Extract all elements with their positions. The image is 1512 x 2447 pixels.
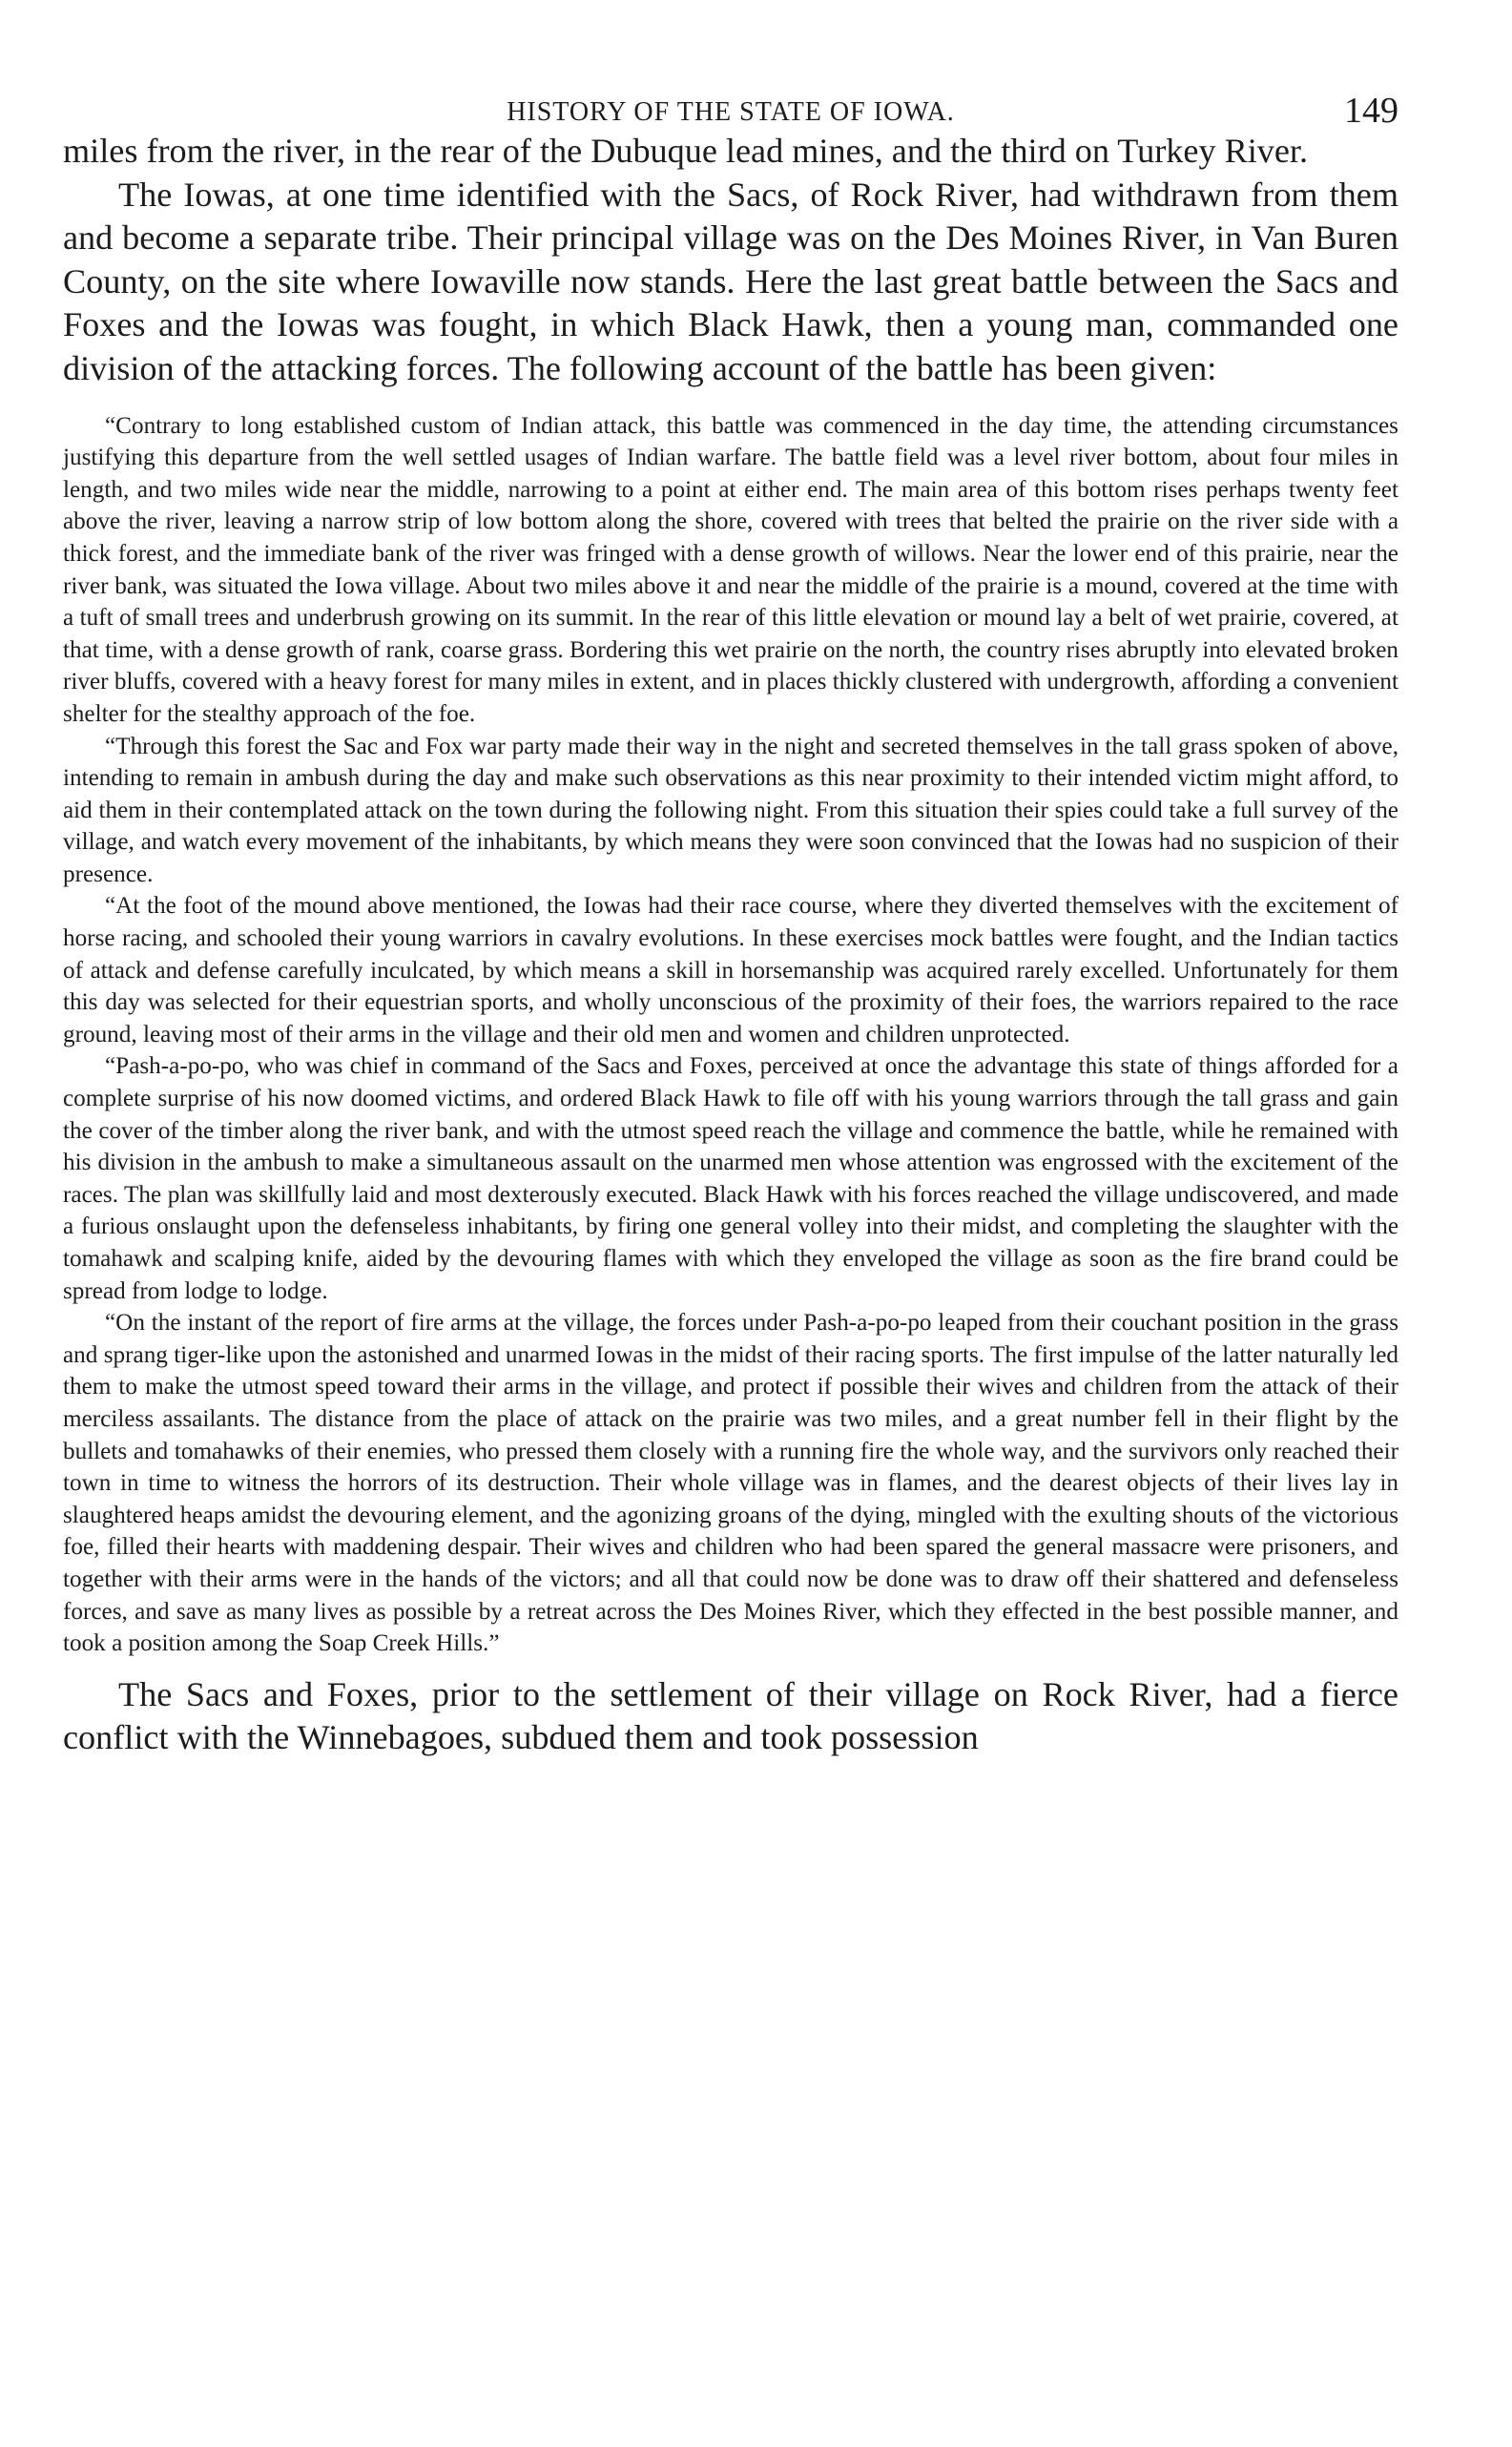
- quote-paragraph-3: “At the foot of the mound above mentioned, the Iowas had their race course, where they diverted themselves with the excitement of horse racing, and schooled their young warriors in cavalry evolutions. In these exercises mock battles were fought, and the Indian tactics of attack and defense carefully inculcated, by which means a skill in horsemanship was acquired rarely excelled. Unfortunately for them this day was selected for their equestrian sports, and wholly unconscious of the proximity of their foes, the warriors repaired to the race ground, leaving most of their arms in the village and their old men and women and children unprotected.: [63, 893, 1398, 1047]
- running-title: HISTORY OF THE STATE OF IOWA.: [507, 97, 955, 127]
- quote-paragraph-5: “On the instant of the report of fire arms at the village, the forces under Pash-a-po-po leaped from their couchant position in the grass and sprang tiger-like upon the astonished and unarmed Iowas in the midst of their racing sports. The first impulse of the latter naturally led them to make the utmost speed toward their arms in the village, and protect if possible their wives and children from the attack of their merciless assailants. The distance from the place of attack on the prairie was two miles, and a great number fell in their flight by the bullets and tomahawks of their enemies, who pressed them closely with a running fire the whole way, and the survivors only reached their town in time to witness the horrors of its destruction. Their whole village was in flames, and the dearest objects of their lives lay in slaughtered heaps amidst the devouring element, and the agonizing groans of the dying, mingled with the exulting shouts of the victorious foe, filled their hearts with maddening despair. Their wives and children who had been spared the general massacre were prisoners, and together with their arms were in the hands of the victors; and all that could now be done was to draw off their shattered and defenseless forces, and save as many lives as possible by a retreat across the Des Moines River, which they effected in the best possible manner, and took a position among the Soap Creek Hills.”: [63, 1310, 1398, 1657]
- paragraph-sacs-foxes: The Sacs and Foxes, prior to the settlement of their village on Rock River, had a fierce conflict with the Winnebagoes, subdued them and took possession: [63, 1674, 1398, 1757]
- page: [63, 86, 1398, 1760]
- battle-account-quote: [63, 410, 1398, 1660]
- quote-paragraph-1: “Contrary to long established custom of Indian attack, this battle was commenced in the day time, the attending circumstances justifying this departure from the well settled usages of Indian warfare. The battle field was a level river bottom, about four miles in length, and two miles wide near the middle, narrowing to a point at either end. The main area of this bottom rises perhaps twenty feet above the river, leaving a narrow strip of low bottom along the shore, covered with trees that belted the prairie on the river side with a thick forest, and the immediate bank of the river was fringed with a dense growth of willows. Near the lower end of this prairie, near the river bank, was situated the Iowa village. About two miles above it and near the middle of the prairie is a mound, covered at the time with a tuft of small trees and underbrush growing on its summit. In the rear of this little elevation or mound lay a belt of wet prairie, covered, at that time, with a dense growth of rank, coarse grass. Bordering this wet prairie on the north, the country rises abruptly into elevated broken river bluffs, covered with a heavy forest for many miles in extent, and in places thickly clustered with undergrowth, affording a convenient shelter for the stealthy approach of the foe.: [63, 412, 1398, 727]
- quote-paragraph-2: “Through this forest the Sac and Fox war party made their way in the night and secreted themselves in the tall grass spoken of above, intending to remain in ambush during the day and make such observations as this near proximity to their intended victim might afford, to aid them in their contemplated attack on the town during the following night. From this situation their spies could take a full survey of the village, and watch every movement of the inhabitants, by which means they were soon convinced that the Iowas had no suspicion of their presence.: [63, 733, 1398, 887]
- paragraph-iowas: The Iowas, at one time identified with the Sacs, of Rock River, had withdrawn from them and become a separate tribe. Their principal village was on the Des Moines River, in Van Buren County, on the site where Iowaville now stands. Here the last great battle between the Sacs and Foxes and the Iowas was fought, in which Black Hawk, then a young man, commanded one division of the attacking forces. The following account of the battle has been given:: [63, 175, 1398, 387]
- paragraph-continuation: miles from the river, in the rear of the Dubuque lead mines, and the third on Turkey River.: [63, 132, 1309, 170]
- page-number: 149: [1344, 91, 1398, 131]
- quote-paragraph-4: “Pash-a-po-po, who was chief in command of the Sacs and Foxes, perceived at once the advantage this state of things afforded for a complete surprise of his now doomed victims, and ordered Black Hawk to file off with his young warriors through the tall grass and gain the cover of the timber along the river bank, and with the utmost speed reach the village and commence the battle, while he remained with his division in the ambush to make a simultaneous assault on the unarmed men whose attention was engrossed with the excitement of the races. The plan was skillfully laid and most dexterously executed. Black Hawk with his forces reached the village undiscovered, and made a furious onslaught upon the defenseless inhabitants, by firing one general volley into their midst, and completing the slaughter with the tomahawk and scalping knife, aided by the devouring flames with which they enveloped the village as soon as the fire brand could be spread from lodge to lodge.: [63, 1053, 1398, 1304]
- running-head: [63, 86, 1398, 130]
